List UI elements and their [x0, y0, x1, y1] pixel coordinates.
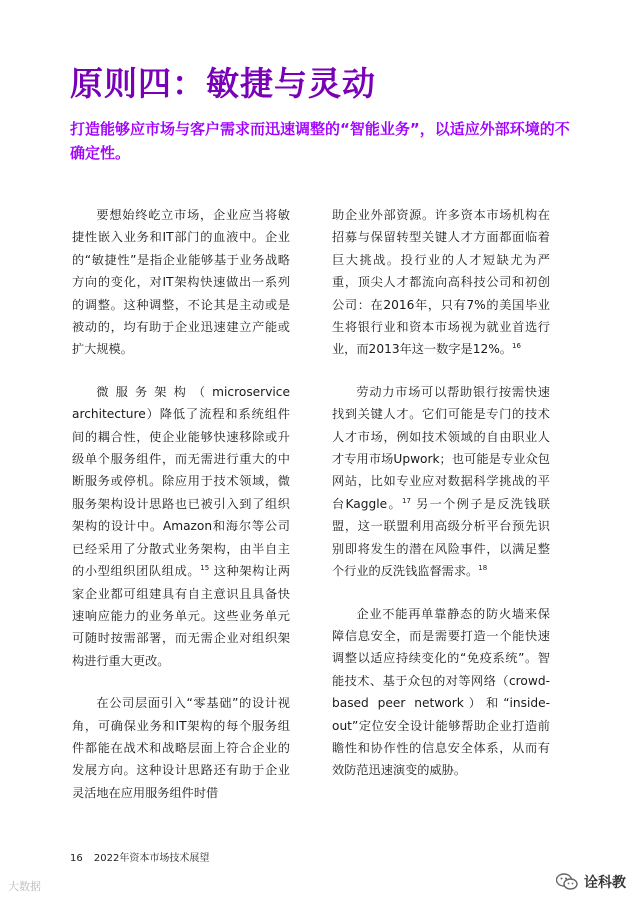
watermark-left: 大数据 [8, 880, 41, 893]
watermark-right [556, 872, 626, 892]
page-footer [70, 849, 209, 864]
left-paragraph-3: 在公司层面引入“零基础”的设计视角，可确保业务和IT架构的每个服务组件都能在战术和战略层面上符合企业的发展方向。这种设计思路还有助于企业灵活地在应用服务组件时借 [72, 696, 290, 800]
right-paragraph-1-text: 助企业外部资源。许多资本市场机构在招募与保留转型关键人才方面都面临着巨大挑战。投行业的人才短缺尤为严重，顶尖人才都流向高科技公司和初创公司：在2016年，只有7%的美国毕业生将银行业和资本市场视为就业首选行业，而2013年这一数字是12%。 [332, 208, 550, 357]
footnote-ref-17: 17 [401, 496, 411, 505]
footer-title: 2022年资本市场技术展望 [93, 853, 210, 864]
right-paragraph-1 [332, 204, 550, 361]
left-paragraph-2-text-b: 这种架构让两家企业都可组建具有自主意识且具备快速响应能力的业务单元。这些业务单元可随时按需部署，而无需企业对组织架构进行重大更改。 [72, 564, 291, 668]
right-paragraph-3: 企业不能再单靠静态的防火墙来保障信息安全，而是需要打造一个能快速调整以适应持续变化的“免疫系统”。智能技术、基于众包的对等网络（crowd-based peer network）和“inside-out”定位安全设计能够帮助企业打造前瞻性和协作性的信息安全体系，从而有效防范迅速演变的威胁。 [332, 606, 550, 778]
right-paragraph-2 [332, 381, 550, 583]
watermark-right-text: 诠科教 [584, 875, 626, 891]
wechat-icon [556, 873, 578, 891]
page-subheading: 打造能够应市场与客户需求而迅速调整的“智能业务”，以适应外部环境的不确定性。 [70, 120, 570, 162]
right-column [332, 204, 550, 802]
left-paragraph-1: 要想始终屹立市场，企业应当将敏捷性嵌入业务和IT部门的血液中。企业的“敏捷性”是指企业能够基于业务战略方向的变化，对IT架构快速做出一系列的调整。这种调整，不论其是主动或是被动的，均有助于企业迅速建立产能或扩大规模。 [72, 208, 290, 357]
footnote-ref-15: 15 [200, 564, 210, 573]
left-paragraph-2 [72, 381, 290, 672]
page-heading: 原则四：敏捷与灵动 [70, 64, 376, 103]
page-number: 16 [70, 853, 83, 864]
footnote-ref-18: 18 [478, 564, 488, 573]
left-paragraph-2-text-a: 微服务架构（microservice architecture）降低了流程和系统组件间的耦合性，使企业能够快速移除或升级单个服务组件，而无需进行重大的中断服务或停机。除应用于技术领域，微服务架构设计思路也已被引入到了组织架构的设计中。Amazon和海尔等公司已经采用了分散式业务架构，由半自主的小型组织团队组成。 [72, 384, 290, 579]
right-paragraph-2-text-b: 另一个例子是反洗钱联盟，这一联盟利用高级分析平台预先识别即将发生的潜在风险事件，以满足整个行业的反洗钱监督需求。 [332, 496, 550, 579]
left-column [72, 204, 290, 824]
right-paragraph-2-text-a: 劳动力市场可以帮助银行按需快速找到关键人才。它们可能是专门的技术人才市场，例如技术领域的自由职业人才专用市场Upwork；也可能是专业众包网站，比如专业应对数据科学挑战的平台Kaggle。 [332, 384, 550, 511]
footnote-ref-16: 16 [511, 342, 521, 351]
